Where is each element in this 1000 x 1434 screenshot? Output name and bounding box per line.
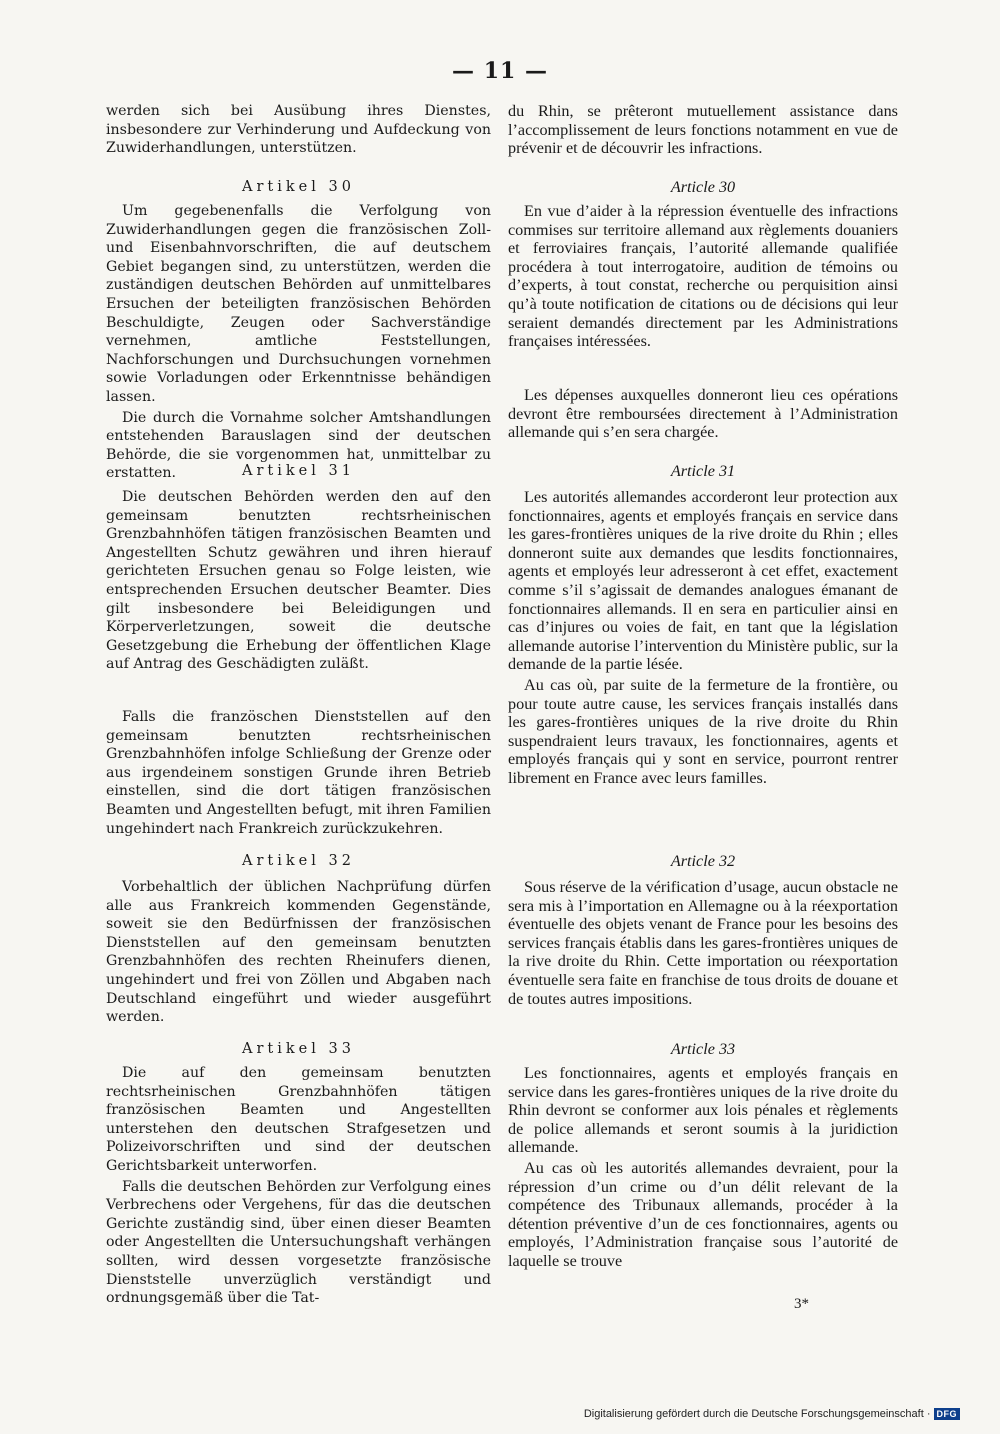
article-33-heading-fr: Article 33 (670, 1040, 736, 1058)
article-30-body-fr-2 (508, 386, 898, 442)
article-31-body-de-2 (106, 708, 491, 838)
paragraph: Falls die französchen Dienststellen auf den gemeinsam benutzten rechtsrheinischen Grenzbahnhöfen infolge Schließung der Grenze oder aus irgendeinem sonstigen Grunde ihren Betrieb einstellen, sind die dort tätigen französischen Beamten und Angestellten befugt, mit ihren Familien ungehindert nach Frankreich zurückzukehren. (106, 709, 491, 837)
paragraph: Les dépenses auxquelles donneront lieu ces opérations devront être remboursées directement à l’Administration allemande qui s’en sera chargée. (508, 386, 898, 442)
paragraph: Die deutschen Behörden werden den auf den gemeinsam benutzten rechtsrheinischen Grenzbahnhöfen tätigen französischen Beamten und Angestellten Schutz gewähren und ihren hierauf gerichteten Ersuchen genau so Folge leisten, wie entsprechenden Ersuchen deutscher Beamter. Dies gilt insbesondere bei Beleidigungen und Körperverletzungen, soweit die deutsche Gesetzgebung die Erhebung der öffentlichen Klage auf Antrag des Geschädigten zuläßt. (106, 489, 491, 673)
article-30-body-fr (508, 202, 898, 351)
paragraph: Die durch die Vornahme solcher Amtshandlungen entstehenden Barauslagen sind der deutschen Behörde, die sie vorgenommen hat, unmittelbar zu erstatten. (106, 409, 491, 482)
paragraph: werden sich bei Ausübung ihres Dienstes, insbesondere zur Verhinderung und Aufdeckung von Zuwiderhandlungen, unterstützen. (106, 103, 491, 157)
page-number: — 11 — (452, 58, 548, 84)
dfg-logo: DFG (934, 1408, 961, 1420)
intro-paragraph-fr (508, 102, 898, 158)
article-31-heading-fr: Article 31 (670, 462, 736, 480)
article-31-heading-de: Artikel 31 (242, 463, 355, 479)
paragraph: Falls die deutschen Behörden zur Verfolgung eines Verbrechens oder Vergehens, für das die deutschen Gerichte zuständig sind, über einen dieser Beamten oder Angestellten die Untersuchungshaft verhängen sollten, wird dessen vorgesetzte französische Dienststelle unverzüglich verständigt und ordnungsgemäß über die Tat- (106, 1178, 491, 1307)
article-32-heading-de: Artikel 32 (242, 853, 355, 869)
signature-mark: 3* (794, 1296, 809, 1312)
paragraph: Die auf den gemeinsam benutzten rechtsrheinischen Grenzbahnhöfen tätigen französischen Beamten und Angestellten unterstehen den deutschen Strafgesetzen und Polizeivorschriften und sind der deutschen Gerichtsbarkeit unterworfen. (106, 1065, 491, 1174)
paragraph: Sous réserve de la vérification d’usage, aucun obstacle ne sera mis à l’importation en Allemagne ou à la réexportation éventuelle des objets venant de France pour les besoins des services français établis dans les gares-frontières uniques de la rive droite du Rhin. Cette importation ou réexportation éventuelle sera faite en franchise de tous droits de douane et de toutes autres impositions. (508, 878, 898, 1008)
paragraph: Les fonctionnaires, agents et employés français en service dans les gares-frontières uniques de la rive droite du Rhin devront se conformer aux lois pénales et règlements de police allemands et seront soumis à la juridiction allemande. (508, 1064, 898, 1157)
paragraph: Um gegebenenfalls die Verfolgung von Zuwiderhandlungen gegen die französischen Zoll- und Eisenbahnvorschriften, die auf deutschem Gebiet begangen sind, zu unterstützen, werden die zuständigen deutschen Behörden auf unmittelbares Ersuchen der beteiligten französischen Behörden Beschuldigte, Zeugen oder Sachverständige vernehmen, amtliche Feststellungen, Nachforschungen und Durchsuchungen vornehmen sowie Vorladungen oder Erkenntnisse behändigen lassen. (106, 203, 491, 405)
intro-paragraph-de (106, 102, 491, 158)
article-30-body-de (106, 202, 491, 483)
article-33-heading-de: Artikel 33 (242, 1041, 355, 1057)
article-30-heading-de: Artikel 30 (242, 179, 355, 195)
paragraph: Au cas où les autorités allemandes devraient, pour la répression d’un crime ou d’un délit relevant de la compétence des Tribunaux allemands, procéder à la détention préventive d’un de ces fonctionnaires, agents ou employés, l’Administration française sous l’autorité de laquelle se trouve (508, 1158, 898, 1270)
article-31-body-fr (508, 488, 898, 788)
digitization-credit (584, 1408, 960, 1420)
credit-text: Digitalisierung gefördert durch die Deutsche Forschungsgemeinschaft · (583, 1408, 931, 1420)
article-32-heading-fr: Article 32 (670, 852, 736, 870)
article-31-body-de (106, 488, 491, 674)
paragraph: Vorbehaltlich der üblichen Nachprüfung dürfen alle aus Frankreich kommenden Gegenstände, soweit sie den Bedürfnissen der französischen Dienststellen auf den gemeinsam benutzten Grenzbahnhöfen des rechten Rheinufers dienen, ungehindert und frei von Zöllen und Abgaben nach Deutschland eingeführt und wieder ausgeführt werden. (106, 879, 491, 1026)
paragraph: Les autorités allemandes accorderont leur protection aux fonctionnaires, agents et employés français en service dans les gares-frontières uniques de la rive droite du Rhin ; elles donneront suite aux demandes que lesdits fonctionnaires, agents et employés leur adresseront à cet effet, exactement comme s’il s’agissait de demandes analogues émanant de fonctionnaires allemands. Il en sera en particulier ainsi en cas d’injures ou voies de fait, en tant que la législation allemande autorise l’intervention du Ministère public, sur la demande de la partie lésée. (508, 488, 898, 674)
paragraph: du Rhin, se prêteront mutuellement assistance dans l’accomplissement de leurs fonctions notamment en vue de prévenir et de découvrir les infractions. (508, 102, 898, 158)
article-32-body-fr (508, 878, 898, 1008)
article-32-body-de (106, 878, 491, 1027)
paragraph: Au cas où, par suite de la fermeture de la frontière, ou pour toute autre cause, les services français installés dans les gares-frontières uniques de la rive droite du Rhin suspendraient leurs travaux, les fonctionnaires, agents et employés français qui y sont en service, pourront rentrer librement en France avec leurs familles. (508, 675, 898, 787)
paragraph: En vue d’aider à la répression éventuelle des infractions commises sur territoire allemand aux règlements douaniers et ferroviaires français, l’autorité allemande qualifiée procédera à tout interrogatoire, audition de témoins ou d’experts, à tout constat, recherche ou perquisition ainsi qu’à toute notification de citations ou de décisions qui leur seraient demandés directement par les Administrations françaises intéressées. (508, 202, 898, 351)
article-33-body-fr (508, 1064, 898, 1271)
article-30-heading-fr: Article 30 (670, 178, 736, 196)
article-33-body-de (106, 1064, 491, 1308)
